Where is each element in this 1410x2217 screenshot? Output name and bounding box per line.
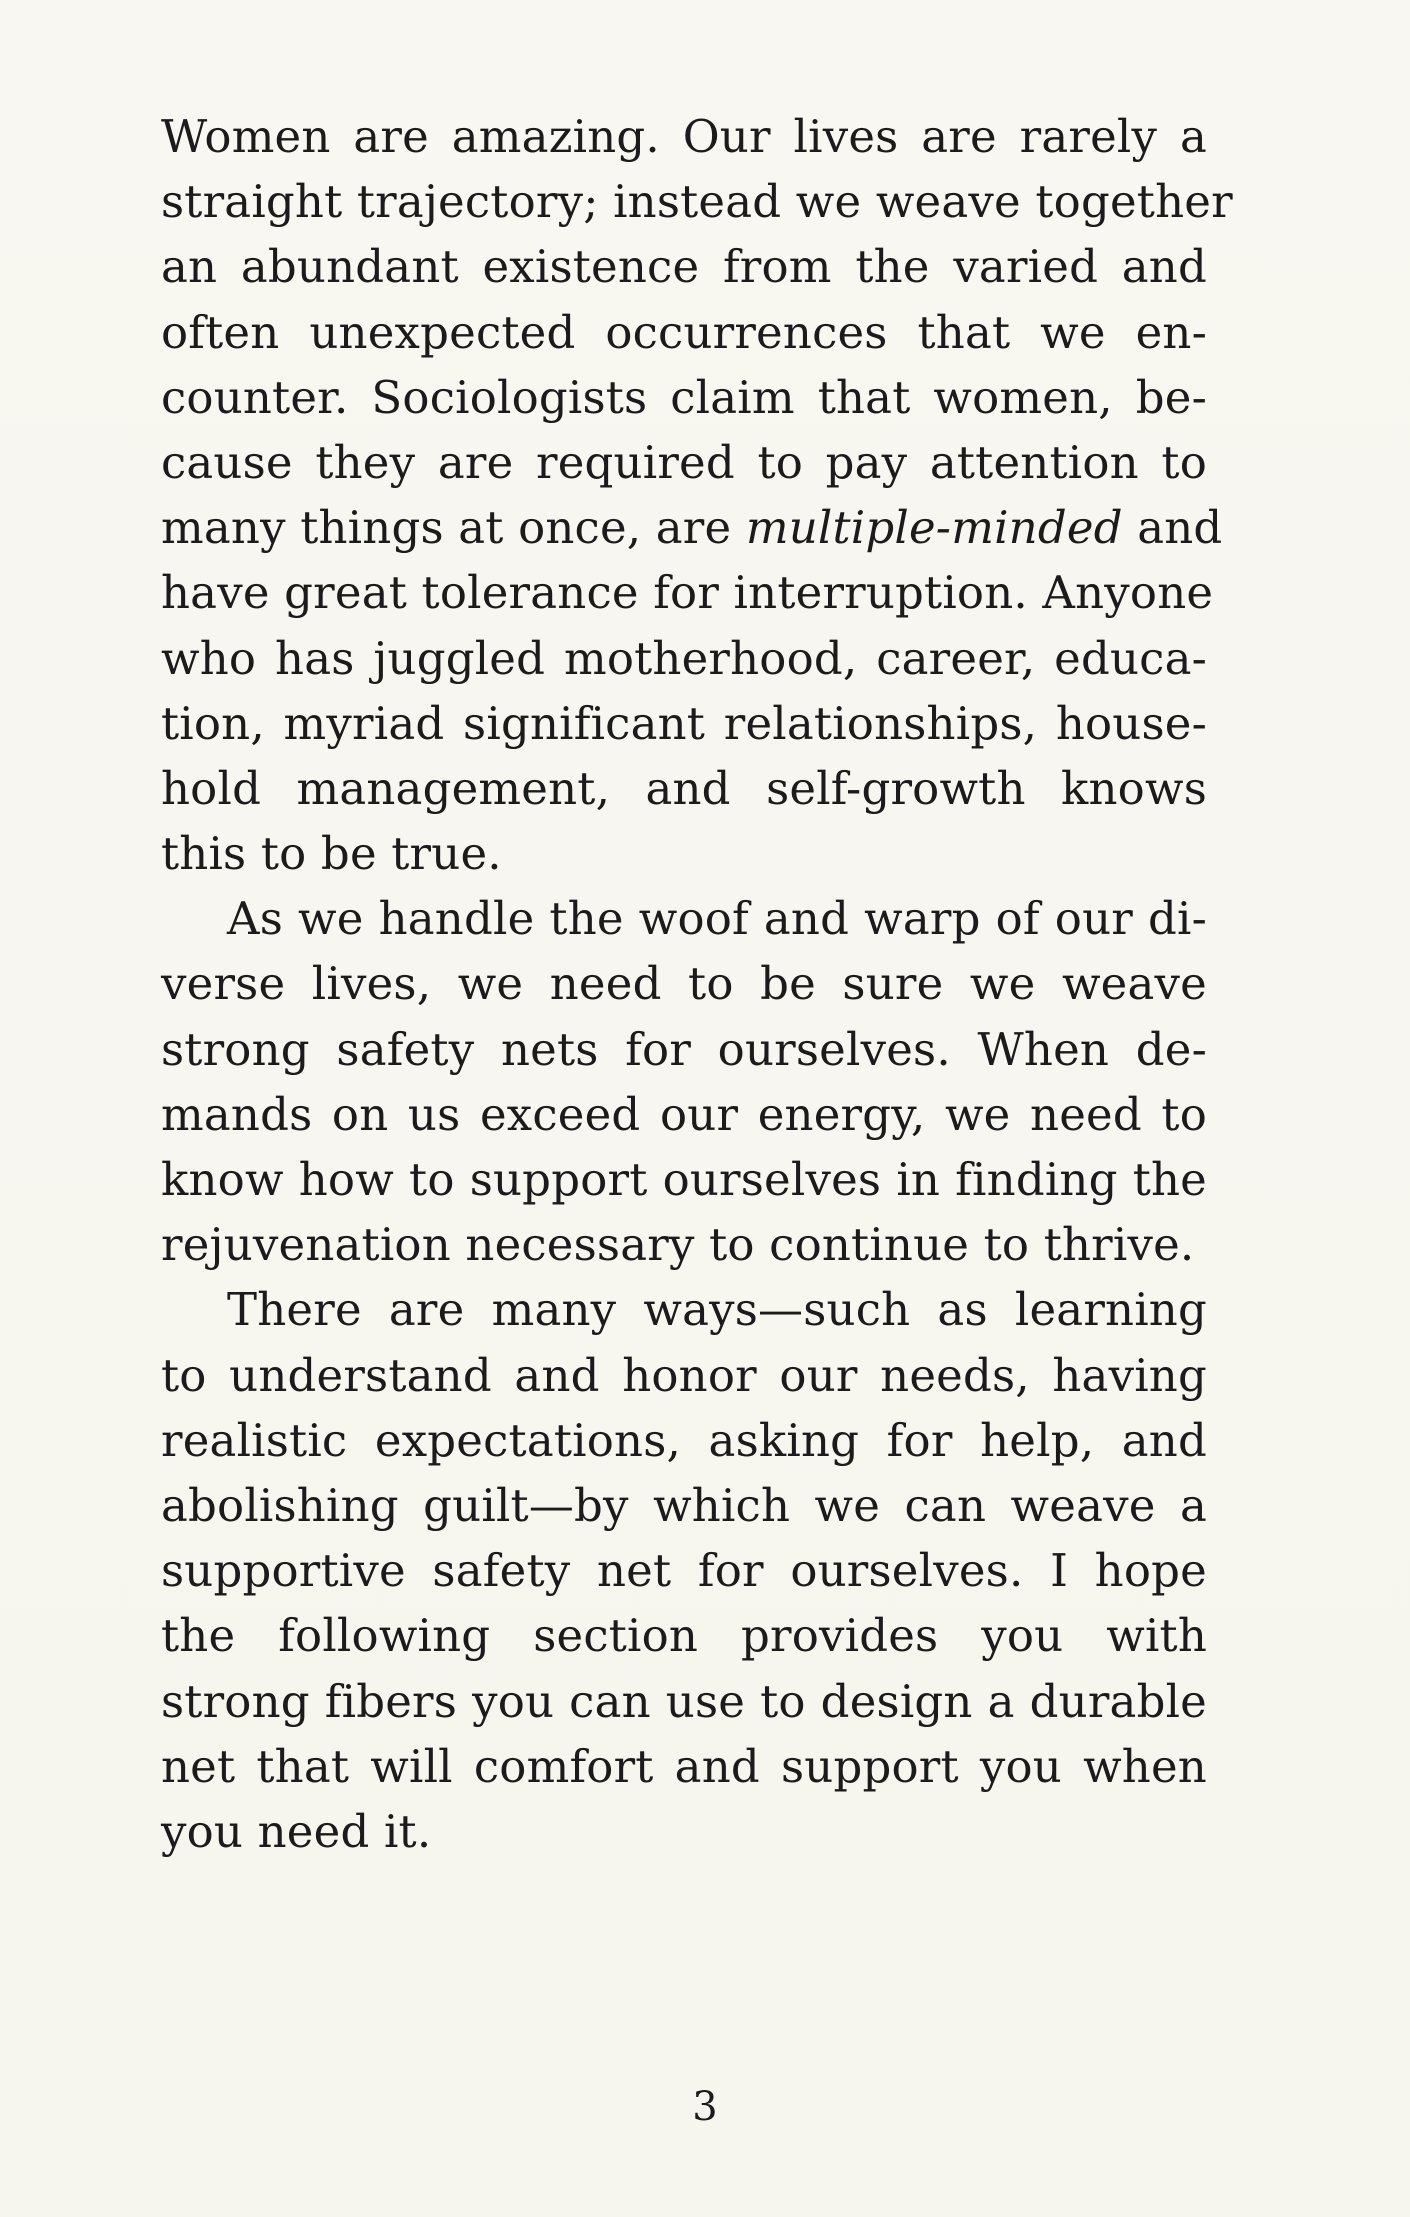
text-line: Women are amazing. Our lives are rarely a — [161, 110, 1207, 163]
text-line: this to be true. — [161, 827, 502, 881]
text-run: and — [1122, 501, 1223, 555]
text-line: abolishing guilt—by which we can weave a — [161, 1478, 1207, 1532]
text-line: an abundant existence from the varied and — [161, 240, 1207, 294]
text-line: mands on us exceed our energy, we need to — [161, 1087, 1207, 1141]
paragraph-3 — [161, 1277, 1207, 1864]
text-line: realistic expectations, asking for help, and — [161, 1413, 1207, 1467]
text-line: strong fibers you can use to design a durable — [161, 1674, 1207, 1728]
text-line: rejuvenation necessary to continue to thrive. — [161, 1218, 1195, 1272]
text-line: strong safety nets for ourselves. When de- — [161, 1022, 1207, 1076]
text-line: net that will comfort and support you when — [161, 1739, 1207, 1793]
text-line: know how to support ourselves in finding the — [161, 1153, 1207, 1206]
text-line: counter. Sociologists claim that women, be- — [161, 370, 1207, 424]
italic-emphasis: multiple-minded — [745, 501, 1123, 555]
body-text — [161, 104, 1233, 1864]
text-line: There are many ways—such as learning — [227, 1283, 1207, 1337]
text-line: cause they are required to pay attention to — [161, 435, 1207, 489]
text-line: you need it. — [161, 1804, 432, 1858]
text-line: have great tolerance for interruption. Anyone — [161, 566, 1214, 620]
paragraph-2 — [161, 886, 1207, 1277]
text-line: tion, myriad significant relationships, house- — [161, 696, 1207, 750]
paragraph-1 — [161, 104, 1233, 886]
text-line: verse lives, we need to be sure we weave — [161, 957, 1207, 1011]
text-line: who has juggled motherhood, career, educa- — [161, 631, 1207, 685]
text-line: often unexpected occurrences that we en- — [161, 305, 1207, 359]
text-line: supportive safety net for ourselves. I hope — [161, 1544, 1207, 1598]
text-line — [161, 495, 1223, 560]
text-line: straight trajectory; instead we weave together — [161, 175, 1233, 229]
text-line: hold management, and self-growth knows — [161, 761, 1207, 815]
text-line: to understand and honor our needs, having — [161, 1348, 1207, 1402]
page-number: 3 — [692, 2084, 718, 2130]
text-run: many things at once, are — [161, 501, 746, 555]
text-line: the following section provides you with — [161, 1609, 1207, 1663]
text-line: As we handle the woof and warp of our di- — [227, 892, 1207, 946]
